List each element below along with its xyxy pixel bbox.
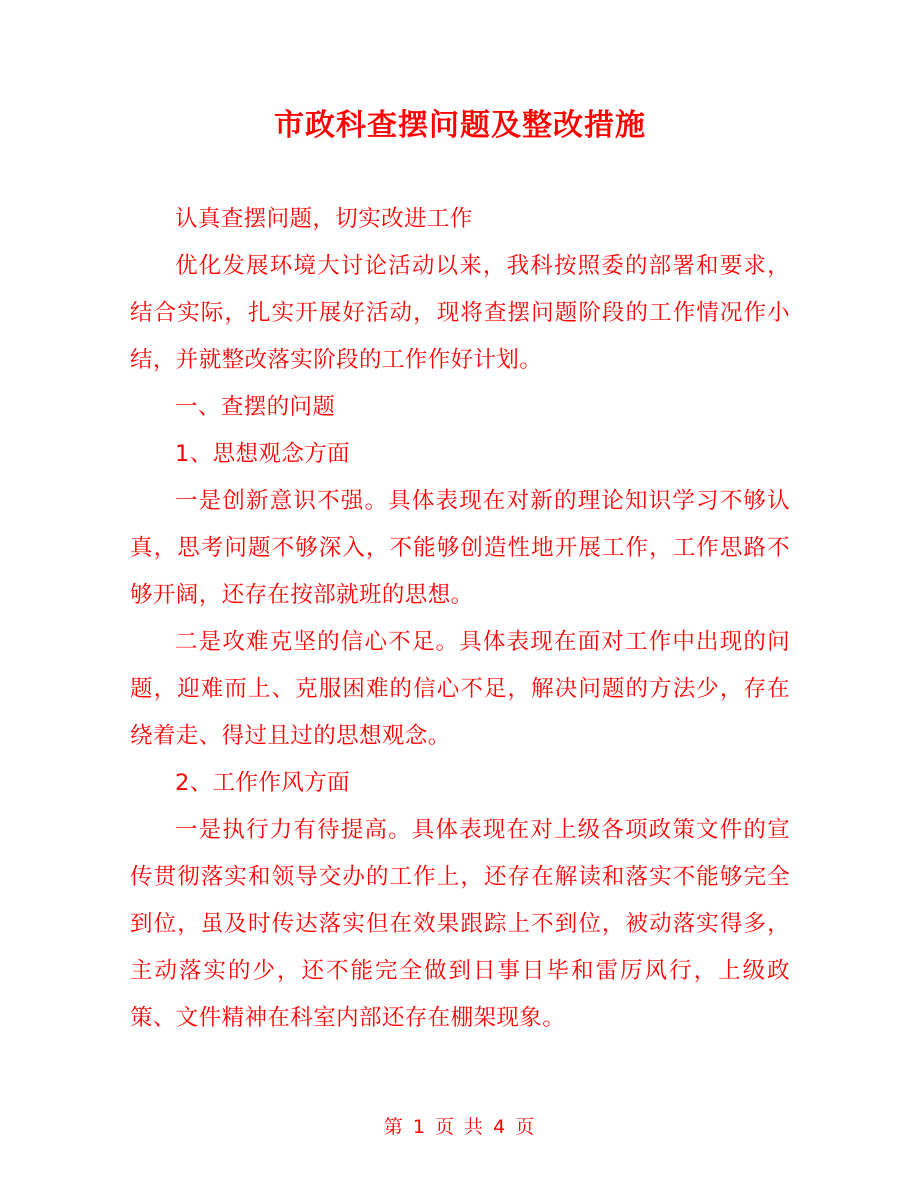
footer-total-pages: 4 — [493, 1116, 508, 1138]
footer-page-middle: 页 — [434, 1116, 456, 1138]
paragraph: 优化发展环境大讨论活动以来，我科按照委的部署和要求，结合实际，扎实开展好活动，现将查摆问题阶段的工作情况作小结，并就整改落实阶段的工作作好计划。 — [130, 253, 790, 373]
footer-page-prefix: 第 — [383, 1116, 405, 1138]
paragraph: 1、思想观念方面 — [175, 441, 351, 467]
paragraph: 一是创新意识不强。具体表现在对新的理论知识学习不够认真，思考问题不够深入，不能够创造性地开展工作，工作思路不够开阔，还存在按部就班的思想。 — [130, 488, 790, 608]
paragraph: 一、查摆的问题 — [175, 394, 336, 420]
paragraph: 2、工作作风方面 — [175, 770, 351, 796]
footer-total-label: 共 — [464, 1116, 486, 1138]
footer-page-number: 1 — [412, 1116, 427, 1138]
page-footer — [0, 1112, 920, 1139]
paragraph: 二是攻难克坚的信心不足。具体表现在面对工作中出现的问题，迎难而上、克服困难的信心不足，解决问题的方法少，存在绕着走、得过且过的思想观念。 — [130, 629, 790, 749]
document-body — [0, 144, 920, 1042]
paragraph: 认真查摆问题，切实改进工作 — [175, 206, 473, 232]
paragraph: 一是执行力有待提高。具体表现在对上级各项政策文件的宣传贯彻落实和领导交办的工作上，还存在解读和落实不能够完全到位，虽及时传达落实但在效果跟踪上不到位，被动落实得多，主动落实的少，还不能完全做到日事日毕和雷厉风行，上级政策、文件精神在科室内部还存在棚架现象。 — [130, 817, 790, 1031]
page-title: 市政科查摆问题及整改措施 — [274, 108, 646, 143]
footer-page-suffix: 页 — [515, 1116, 537, 1138]
